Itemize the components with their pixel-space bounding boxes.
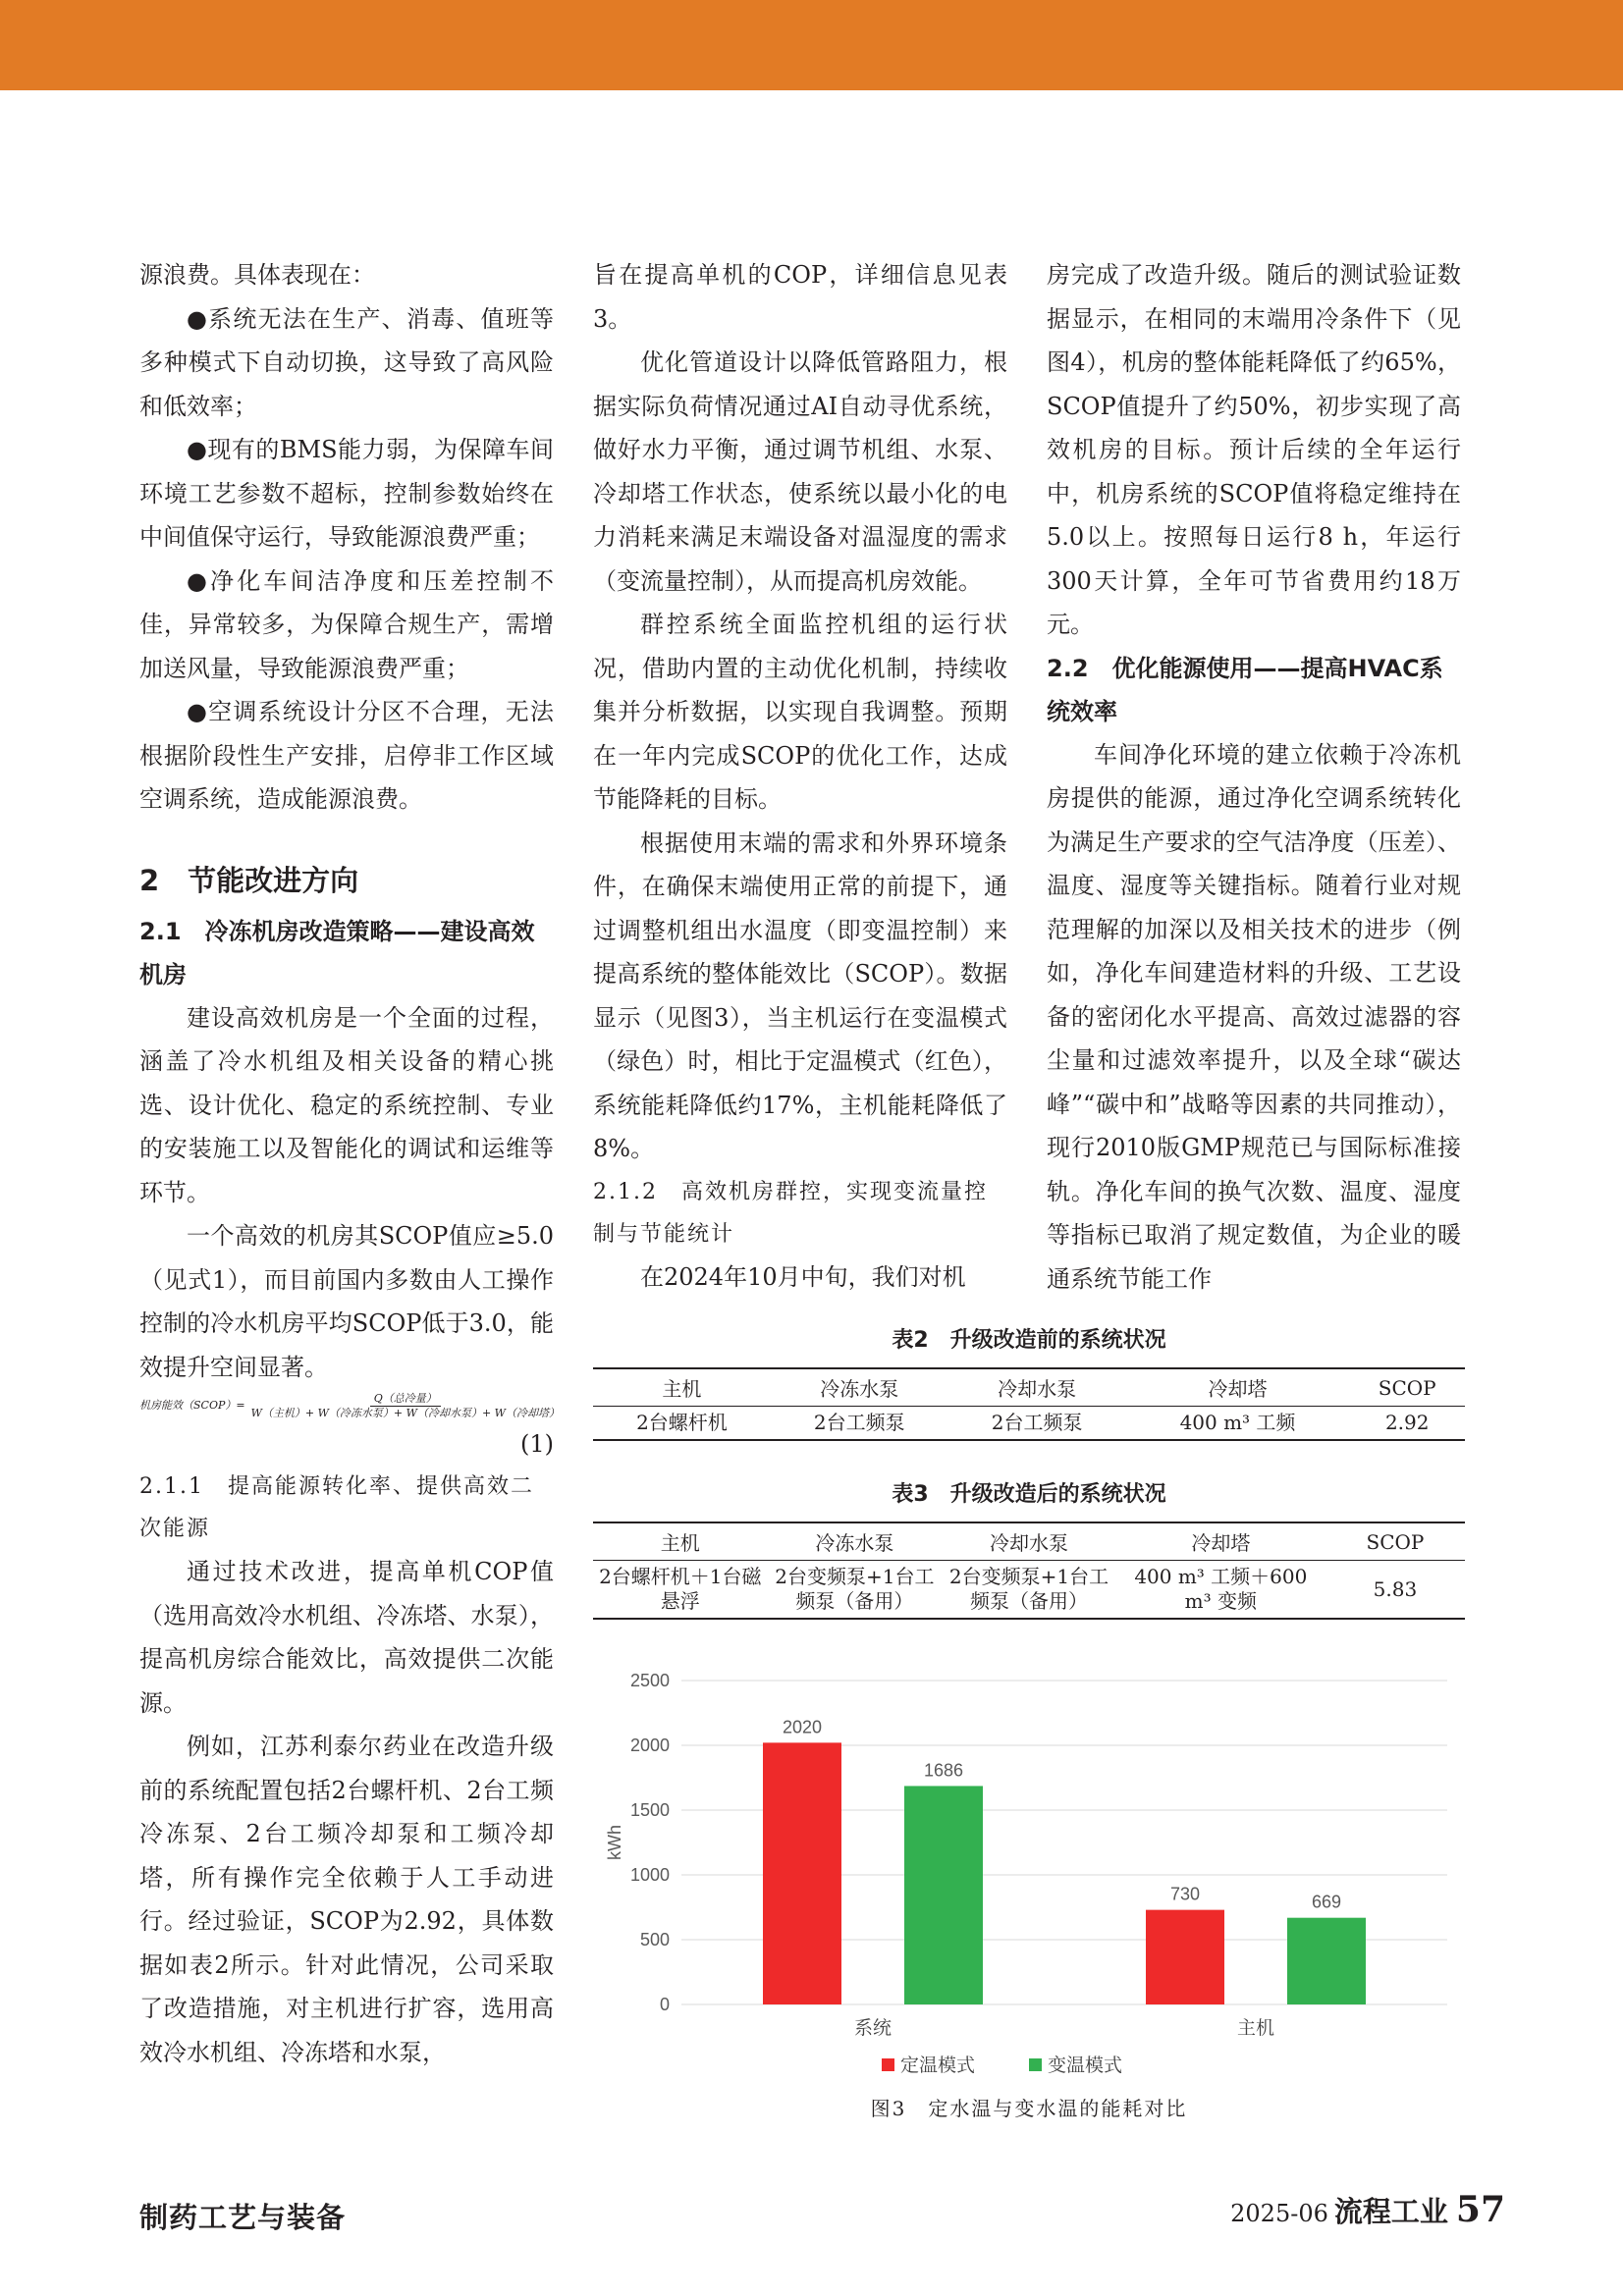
bullet-item: ●系统无法在生产、消毒、值班等多种模式下自动切换，这导致了高风险和低效率；: [139, 304, 554, 420]
table-cell: 2台工频泵: [948, 1407, 1126, 1441]
paragraph: 通过技术改进，提高单机COP值（选用高效冷水机组、冷冻塔、水泵），提高机房综合能效比，高效提供二次能源。: [139, 1558, 554, 1717]
subsubsection-heading: 2.1.2 高效机房群控，实现变流量控制与节能统计: [593, 1179, 988, 1247]
table-cell: 400 m³ 工频＋600 m³ 变频: [1116, 1561, 1325, 1620]
subsubsection-heading: 2.1.1 提高能源转化率、提供高效二次能源: [139, 1474, 534, 1541]
table-cell: 2台变频泵+1台工频泵（备用）: [942, 1561, 1116, 1620]
bullet-item: ●现有的BMS能力弱，为保障车间环境工艺参数不超标，控制参数始终在中间值保守运行，导致能源浪费严重；: [139, 436, 554, 551]
footer-issue-info: [1230, 2189, 1505, 2230]
subsection-heading: 2.2 优化能源使用——提高HVAC系统效率: [1047, 654, 1443, 725]
paragraph: 群控系统全面监控机组的运行状况，借助内置的主动优化机制，持续收集并分析数据，以实现自我调整。预期在一年内完成SCOP的优化工作，达成节能降耗的目标。: [593, 611, 1007, 813]
table-row: [593, 1407, 1465, 1441]
y-axis-label: kWh: [605, 1825, 624, 1860]
paragraph: 旨在提高单机的COP，详细信息见表3。: [593, 261, 1007, 333]
data-label: 669: [1311, 1892, 1342, 1912]
paragraph: 一个高效的机房其SCOP值应≥5.0（见式1），而目前国内多数由人工操作控制的冷水机房平均SCOP低于3.0，能效提升空间显著。: [139, 1222, 554, 1381]
equation-numerator: Q（总冷量）: [370, 1392, 441, 1407]
bullet-item: ●净化车间洁净度和压差控制不佳，异常较多，为保障合规生产，需增加送风量，导致能源浪费严重；: [139, 566, 554, 682]
bar: [763, 1742, 841, 2004]
paragraph: 房完成了改造升级。随后的测试验证数据显示，在相同的末端用冷条件下（见图4），机房的整体能耗降低了约65%，SCOP值提升了约50%，初步实现了高效机房的目标。预计后续的全年运行中，机房系统的SCOP值将稳定维持在5.0以上。按照每日运行8 h，年运行300天计算，全年可节省费用约18万元。: [1047, 261, 1461, 638]
column-1: [139, 253, 560, 2074]
subsection-heading: 2.1 冷冻机房改造策略——建设高效机房: [139, 917, 535, 988]
table-header-cell: 冷却水泵: [948, 1368, 1126, 1407]
y-tick-label: 2000: [629, 1735, 670, 1755]
bar: [904, 1786, 983, 2004]
table-header-cell: 冷冻水泵: [768, 1522, 943, 1561]
table-header-cell: 冷却塔: [1126, 1368, 1350, 1407]
x-tick-label: 系统: [853, 2018, 893, 2039]
issue-date: 2025-06: [1230, 2200, 1328, 2227]
table-header-cell: SCOP: [1349, 1368, 1465, 1407]
y-tick-label: 2500: [629, 1671, 670, 1690]
header-band: [0, 0, 1623, 90]
y-tick-label: 500: [639, 1930, 670, 1949]
equation-denominator: W（主机）+ W（冷冻水泵）+ W（冷却水泵）+ W（冷却塔）: [250, 1406, 560, 1419]
table-3: [593, 1522, 1465, 1620]
energy-bar-chart: [593, 1659, 1465, 2091]
paragraph: 优化管道设计以降低管路阻力，根据实际负荷情况通过AI自动寻优系统，做好水力平衡，通过调节机组、水泵、冷却塔工作状态，使系统以最小化的电力消耗来满足末端设备对温湿度的需求（变流量控制），从而提高机房效能。: [593, 348, 1007, 595]
paragraph: 建设高效机房是一个全面的过程，涵盖了冷水机组及相关设备的精心挑选、设计优化、稳定的系统控制、专业的安装施工以及智能化的调试和运维等环节。: [139, 1003, 554, 1206]
bullet-item: ●空调系统设计分区不合理，无法根据阶段性生产安排，启停非工作区域空调系统，造成能源浪费。: [139, 698, 554, 813]
table-header-cell: 冷却水泵: [942, 1522, 1116, 1561]
paragraph: 车间净化环境的建立依赖于冷冻机房提供的能源，通过净化空调系统转化为满足生产要求的空气洁净度（压差）、温度、湿度等关键指标。随着行业对规范理解的加深以及相关技术的进步（例如，净化车间建造材料的升级、工艺设备的密闭化水平提高、高效过滤器的容尘量和过滤效率提升，以及全球“碳达峰”“碳中和”战略等因素的共同推动），现行2010版GMP规范已与国际标准接轨。净化车间的换气次数、温度、湿度等指标已取消了规定数值，为企业的暖通系统节能工作: [1047, 740, 1461, 1293]
section-heading: 2 节能改进方向: [139, 863, 359, 897]
table-cell: 2台螺杆机＋1台磁悬浮: [593, 1561, 768, 1620]
paragraph: 根据使用末端的需求和外界环境条件，在确保末端使用正常的前提下，通过调整机组出水温度（即变温控制）来提高系统的整体能效比（SCOP）。数据显示（见图3），当主机运行在变温模式（绿色）时，相比于定温模式（红色），系统能耗降低约17%，主机能耗降低了8%。: [593, 828, 1007, 1162]
equation-number: (1): [520, 1430, 554, 1458]
table-header-row: [593, 1368, 1465, 1407]
table-cell: 2台螺杆机: [593, 1407, 771, 1441]
data-label: 2020: [782, 1717, 823, 1737]
page-number: 57: [1455, 2189, 1505, 2230]
journal-name: 制药工艺与装备: [139, 2201, 347, 2234]
column-3: [1047, 253, 1461, 1301]
paragraph: 源浪费。具体表现在：: [139, 261, 375, 289]
paragraph: 例如，江苏利泰尔药业在改造升级前的系统配置包括2台螺杆机、2台工频冷冻泵、2台工频冷却泵和工频冷却塔，所有操作完全依赖于人工手动进行。经过验证，SCOP为2.92，具体数据如表2所示。针对此情况，公司采取了改造措施，对主机进行扩容，选用高效冷水机组、冷冻塔和水泵，: [139, 1733, 554, 2066]
table-cell: 2台工频泵: [771, 1407, 948, 1441]
y-tick-label: 1500: [629, 1800, 670, 1820]
table-header-row: [593, 1522, 1465, 1561]
legend-label: 变温模式: [1048, 2056, 1123, 2076]
table-cell: 400 m³ 工频: [1126, 1407, 1350, 1441]
table-row: [593, 1561, 1465, 1620]
column-2: [593, 253, 1007, 1299]
equation: [139, 1389, 560, 1422]
paragraph: 在2024年10月中旬，我们对机: [640, 1262, 966, 1291]
table-header-cell: 冷冻水泵: [771, 1368, 948, 1407]
table-cell: 2台变频泵+1台工频泵（备用）: [768, 1561, 943, 1620]
equation-lhs: 机房能效（SCOP）=: [139, 1398, 245, 1412]
y-tick-label: 0: [659, 1995, 670, 2014]
legend-swatch: [1029, 2058, 1042, 2071]
chart-canvas: [593, 1659, 1465, 2091]
table-cell: 5.83: [1325, 1561, 1465, 1620]
table-2: [593, 1367, 1465, 1441]
table-3-title: 表3 升级改造后的系统状况: [892, 1482, 1166, 1507]
figure-caption: 图3 定水温与变水温的能耗对比: [870, 2097, 1188, 2120]
data-label: 1686: [923, 1760, 964, 1781]
magazine-name: 流程工业: [1333, 2195, 1448, 2228]
y-tick-label: 1000: [629, 1865, 670, 1885]
table-header-cell: 主机: [593, 1522, 768, 1561]
table-2-title: 表2 升级改造前的系统状况: [892, 1328, 1166, 1353]
data-label: 730: [1169, 1884, 1201, 1904]
table-header-cell: SCOP: [1325, 1522, 1465, 1561]
bar: [1146, 1910, 1224, 2004]
table-cell: 2.92: [1349, 1407, 1465, 1441]
legend-label: 定温模式: [900, 2056, 976, 2076]
bar: [1287, 1918, 1366, 2004]
table-header-cell: 主机: [593, 1368, 771, 1407]
table-header-cell: 冷却塔: [1116, 1522, 1325, 1561]
equation-fraction: [249, 1392, 562, 1420]
legend-swatch: [882, 2058, 894, 2071]
x-tick-label: 主机: [1236, 2018, 1275, 2039]
